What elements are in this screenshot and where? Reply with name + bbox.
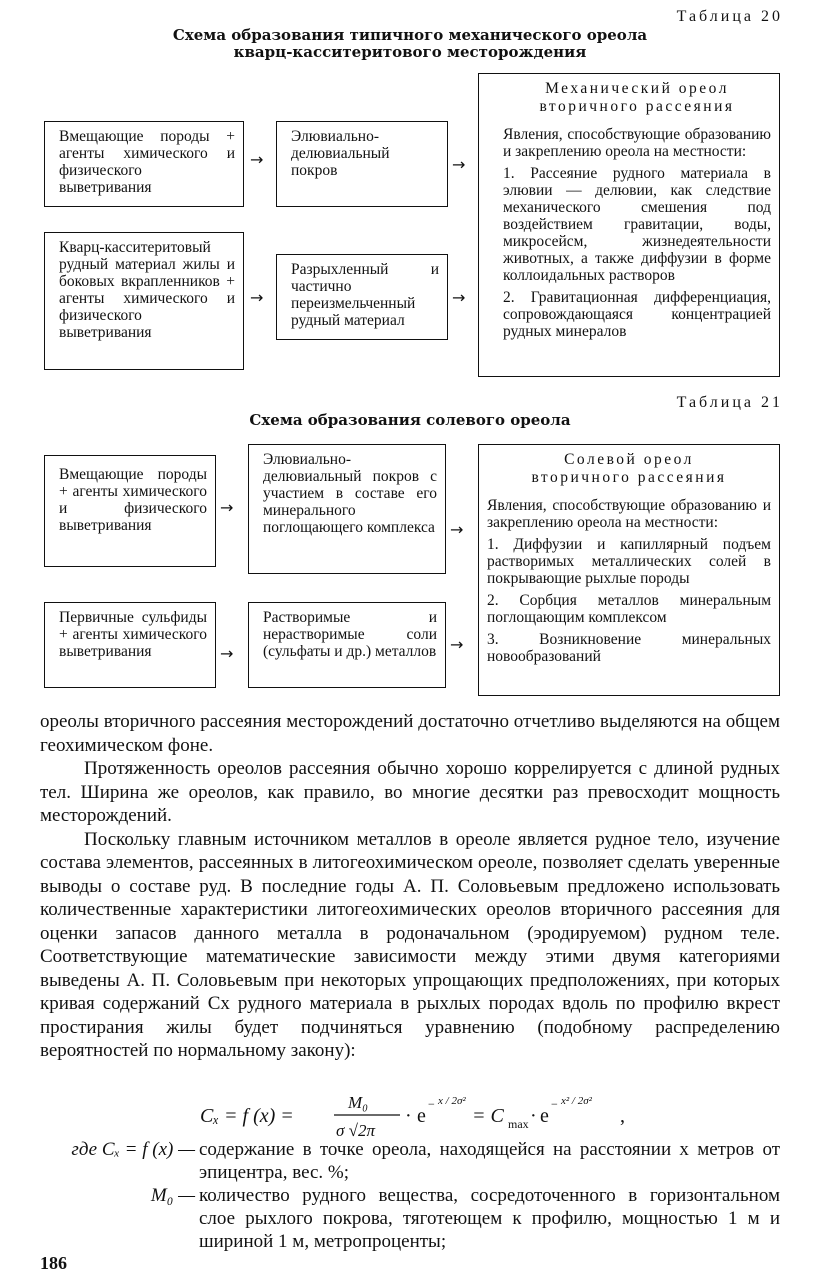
formula-dot-1: · — [405, 1105, 412, 1127]
paragraph-3: Поскольку главным источником металлов в ореоле является рудное тело, изучение состава элементов, рассеянных в литогеохимическом ореоле, позволяет сделать уверенные выводы о составе руд. В последние годы А. П. Соловьевым предложено использовать количественные характеристики литогеохимических ореолов вторичного рассеяния для оценки запасов данного металла в родоначальном (эродируемом) рудном теле. Соответствующие математические зависимости между этими двумя категориями выведены А. П. Соловьевым при некоторых упрощающих предположениях, при которых кривая содержаний Cx рудного материала в рыхлых породах вдоль по профилю вкрест простирания жилы будет подчиняться уравнению (подобному распределению вероятностей по нормальному закону): — [40, 828, 780, 1061]
t21-arrow-4: → — [450, 635, 464, 654]
definition-term-2: M₀ — — [150, 1185, 195, 1206]
t20-result-item-1: 1. Рассеяние рудного материала в элювии — делювии, как следствие механического смешения под воздействием гравитации, воды, микросейсм, жизнедеятельности животных, а также диффузии в форме коллоидальных растворов — [503, 165, 771, 284]
t21-box-eluvial: Элювиально-делювиальный покров с участием в составе его минерального поглощающего комплекса — [248, 444, 446, 574]
formula-denominator: σ √2π — [336, 1121, 375, 1140]
t21-box-host-rocks: Вмещающие породы + агенты химического и физического выветривания — [44, 455, 216, 567]
t20-box-ore-material: Кварц-касситеритовый рудный материал жилы и боковых вкрапленников + агенты химического и физического выветривания — [44, 232, 244, 370]
definition-term-1: где Cₓ = f (x) — — [71, 1139, 195, 1160]
table-20-title-line2: кварц-касситеритового месторождения — [233, 43, 587, 61]
formula-e-2: e — [540, 1105, 549, 1127]
t20-arrow-2: → — [452, 155, 466, 174]
formula — [200, 1090, 660, 1140]
t21-result-item-1: 1. Диффузии и капиллярный подъем растворимых металлических солей в покрывающие рыхлые породы — [487, 536, 771, 587]
definition-desc-1: содержание в точке ореола, находящейся на расстоянии x метров от эпицентра, вес. %; — [199, 1139, 780, 1183]
formula-exponent-2: x² / 2σ² — [561, 1095, 592, 1107]
t20-box-host-rocks: Вмещающие породы + агенты химического и физического выветривания — [44, 121, 244, 207]
table-20-title-line1: Схема образования типичного механического ореола — [172, 26, 648, 44]
t21-arrow-3: → — [220, 644, 234, 663]
table-21-number: Таблица 21 — [676, 394, 783, 411]
t21-result-heading: Солевой ореол вторичного рассеяния — [531, 451, 727, 486]
formula-middle: = C — [472, 1105, 504, 1127]
t21-arrow-1: → — [220, 498, 234, 517]
t20-result-item-2: 2. Гравитационная дифференциация, сопровождающаяся концентрацией рудных минералов — [503, 289, 771, 340]
t20-result-intro: Явления, способствующие образованию и закреплению ореола на местности: — [503, 126, 771, 160]
t21-result-item-3: 3. Возникновение минеральных новообразований — [487, 631, 771, 665]
formula-lhs: Cₓ = f (x) = — [200, 1105, 294, 1127]
t20-arrow-4: → — [452, 288, 466, 307]
formula-minus-1: − — [428, 1097, 435, 1111]
paragraph-1: ореолы вторичного рассеяния месторождений достаточно отчетливо выделяются на общем геохимическом фоне. — [40, 711, 780, 756]
definition-desc-2: количество рудного вещества, сосредоточенного в горизонтальном слое рыхлого покрова, тяготеющем к профилю, мощностью 1 м и шириной 1 м, метропроценты; — [199, 1185, 780, 1252]
t21-result-salt-halo — [478, 444, 780, 696]
table-20-number: Таблица 20 — [676, 8, 783, 25]
t20-result-mechanical-halo — [478, 73, 780, 377]
formula-comma: , — [620, 1105, 625, 1127]
definitions — [40, 1138, 780, 1253]
table-21-title: Схема образования солевого ореола — [249, 411, 571, 429]
t20-arrow-1: → — [250, 150, 264, 169]
t20-box-eluvial: Элювиально-делювиальный покров — [276, 121, 448, 207]
table-20-title — [40, 27, 780, 61]
formula-minus-2: − — [551, 1097, 558, 1111]
t20-box-loosened: Разрыхленный и частично переизмельченный рудный материал — [276, 254, 448, 340]
formula-max-sub: max — [508, 1117, 529, 1131]
definition-row-2 — [40, 1184, 780, 1253]
paragraph-2: Протяженность ореолов рассеяния обычно хорошо коррелируется с длиной рудных тел. Ширина же ореолов, как правило, во многие десятки раз превосходит мощность месторождений. — [40, 758, 780, 826]
definition-row-1 — [40, 1138, 780, 1184]
t21-result-item-2: 2. Сорбция металлов минеральным поглощающим комплексом — [487, 592, 771, 626]
formula-numerator: M₀ — [348, 1093, 369, 1112]
t21-result-intro: Явления, способствующие образованию и закреплению ореола на местности: — [487, 497, 771, 531]
formula-exponent-1: x / 2σ² — [438, 1095, 466, 1107]
t20-arrow-3: → — [250, 288, 264, 307]
t21-box-sulfides: Первичные сульфиды + агенты химического выветривания — [44, 602, 216, 688]
t21-box-salts: Растворимые и нерастворимые соли (сульфаты и др.) металлов — [248, 602, 446, 688]
t21-arrow-2: → — [450, 520, 464, 539]
formula-e-1: e — [417, 1105, 426, 1127]
t20-result-heading: Механический ореол вторичного рассеяния — [539, 80, 735, 115]
formula-dot-2: · — [530, 1105, 537, 1127]
page-number: 186 — [40, 1253, 67, 1273]
body-text — [40, 710, 780, 1063]
